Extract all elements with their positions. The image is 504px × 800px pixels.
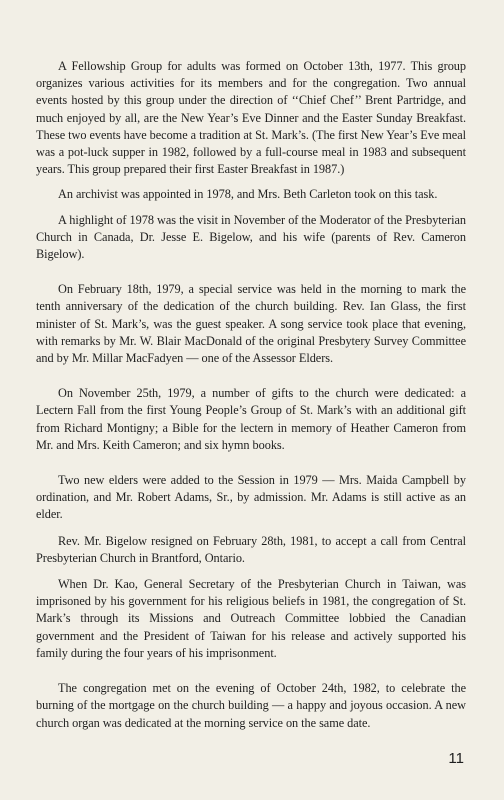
paragraph-mortgage-burning: The congregation met on the evening of October 24th, 1982, to celebrate the burning of the mortgage on the church building — a happy and joyous occasion. A new church organ was dedicated at the morning service on the same date.	[36, 681, 466, 730]
page-number: 11	[448, 750, 464, 767]
paragraph-fellowship-group: A Fellowship Group for adults was formed on October 13th, 1977. This group organizes various activities for its members and for the congregation. Two annual events hosted by this group under the direction of ‘‘Chief Chef’’ Brent Partridge, and much enjoyed by all, are the New Year’s Eve Dinner and the Easter Sunday Breakfast. These two events have become a tradition at St. Mark’s. (The first New Year’s Eve meal was a pot-luck supper in 1982, followed by a full-course meal in 1983 and subsequent years. This group prepared their first Easter Breakfast in 1987.)	[36, 59, 466, 177]
paragraph-new-elders: Two new elders were added to the Session in 1979 — Mrs. Maida Campbell by ordination, and Mr. Robert Adams, Sr., by admission. Mr. Adams is still active as an elder.	[36, 473, 466, 522]
paragraph-bigelow-resigned: Rev. Mr. Bigelow resigned on February 28th, 1981, to accept a call from Central Presbyterian Church in Brantford, Ontario.	[36, 533, 466, 565]
paragraph-gifts-dedicated: On November 25th, 1979, a number of gifts to the church were dedicated: a Lectern Fall from the first Young People’s Group of St. Mark’s with an additional gift from Richard Montigny; a Bible for the lectern in memory of Heather Cameron from Mr. and Mrs. Keith Cameron; and six hymn books.	[36, 386, 466, 452]
page-body	[36, 58, 466, 732]
paragraph-moderator-visit: A highlight of 1978 was the visit in November of the Moderator of the Presbyterian Church in Canada, Dr. Jesse E. Bigelow, and his wife (parents of Rev. Cameron Bigelow).	[36, 212, 466, 262]
paragraph-dr-kao: When Dr. Kao, General Secretary of the Presbyterian Church in Taiwan, was imprisoned by his government for his religious beliefs in 1981, the congregation of St. Mark’s through its Missions and Outreach Committee lobbied the Canadian government and the President of Taiwan for his release and actively supported his family during the four years of his imprisonment.	[36, 577, 466, 660]
paragraph-archivist: An archivist was appointed in 1978, and Mrs. Beth Carleton took on this task.	[58, 187, 438, 202]
paragraph-tenth-anniversary: On February 18th, 1979, a special service was held in the morning to mark the tenth anniversary of the dedication of the church building. Rev. Ian Glass, the first minister of St. Mark’s, was the guest speaker. A song service took place that evening, with remarks by Mr. W. Blair MacDonald of the original Presbytery Survey Committee and by Mr. Millar MacFadyen — one of the Assessor Elders.	[36, 282, 466, 366]
